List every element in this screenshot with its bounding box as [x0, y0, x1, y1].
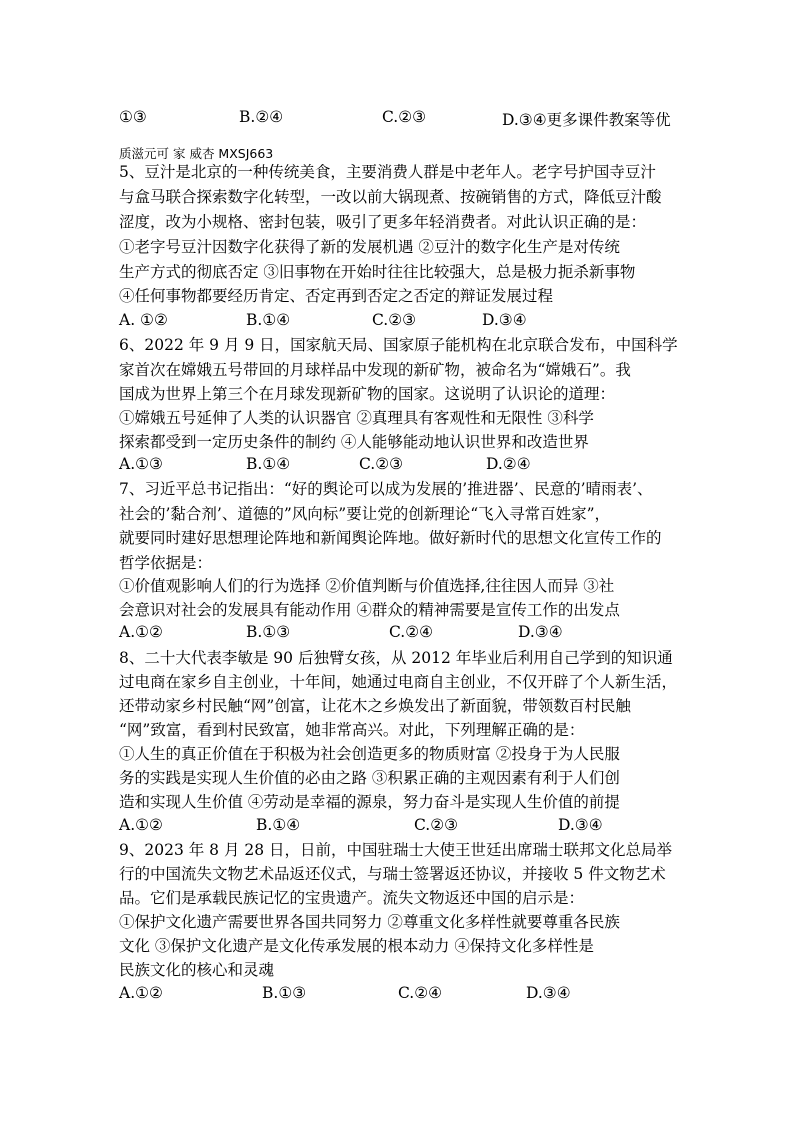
- question-line: 会意识对社会的发展具有能动作用 ④群众的精神需要是宣传工作的出发点: [119, 601, 620, 619]
- question-line: 探索都受到一定历史条件的制约 ④人能够能动地认识世界和改造世界: [119, 433, 589, 451]
- option-a: A.①②: [119, 984, 163, 1002]
- question-line: 与盒马联合探索数字化转型，一改以前大锅现煮、按碗销售的方式，降低豆汁酸: [119, 188, 662, 206]
- option-d: D.③④: [482, 311, 527, 329]
- question-line: 就要同时建好思想理论阵地和新闻舆论阵地。做好新时代的思想文化宣传工作的: [119, 529, 662, 547]
- question-line: “网”致富，看到村民致富，她非常高兴。对此，下列理解正确的是：: [119, 721, 585, 739]
- option-c: C.②③: [359, 455, 404, 473]
- option-d: D.③④: [558, 816, 603, 834]
- question-line: 7、习近平总书记指出：“好的舆论可以成为发展的’推进器’、民意的’晴雨表’、: [119, 480, 653, 498]
- question-line: 品。它们是承载民族记忆的宝贵遗产。流失文物返还中国的启示是：: [119, 889, 585, 907]
- option-d: D.②④: [486, 455, 531, 473]
- question-line: 8、二十大代表李敏是 90 后独臂女孩，从 2012 年毕业后利用自己学到的知识通: [119, 649, 673, 667]
- option-d-label: D.③④: [502, 111, 547, 129]
- question-line: 务的实践是实现人生价值的必由之路 ③积累正确的主观因素有利于人们创: [119, 769, 620, 787]
- option-c: C.②④: [389, 623, 434, 641]
- question-line: ①嫦娥五号延伸了人类的认识器官 ②真理具有客观性和无限性 ③科学: [119, 409, 594, 427]
- option-d: [502, 108, 671, 130]
- question-line: 生产方式的彻底否定 ③旧事物在开始时往往比较强大，总是极力扼杀新事物: [119, 263, 636, 281]
- options-row-previous: [119, 108, 679, 128]
- watermark-line: 质滋元可 家 威杏 MXSJ663: [119, 146, 274, 161]
- option-c: C.②③: [372, 311, 417, 329]
- options-row: [119, 623, 679, 643]
- options-row: [119, 816, 679, 836]
- question-line: 行的中国流失文物艺术品返还仪式，与瑞士签署返还协议，并接收 5 件文物艺术: [119, 865, 666, 883]
- question-line: 哲学依据是：: [119, 554, 213, 572]
- question-line: ①保护文化遗产需要世界各国共同努力 ②尊重文化多样性就要尊重各民族: [119, 913, 620, 931]
- question-line: 民族文化的核心和灵魂: [119, 961, 275, 979]
- question-line: ①价值观影响人们的行为选择 ②价值判断与价值选择,往往因人而异 ③社: [119, 577, 615, 595]
- question-line: 6、2022 年 9 月 9 日，国家航天局、国家原子能机构在北京联合发布，中国科学: [119, 336, 678, 354]
- question-line: 9、2023 年 8 月 28 日，日前，中国驻瑞士大使王世廷出席瑞士联邦文化总局举: [119, 841, 673, 859]
- option-a: A. ①②: [119, 311, 168, 329]
- option-d: D.③④: [518, 623, 563, 641]
- option-b: B.②④: [239, 108, 284, 126]
- question-line: ①老字号豆汁因数字化获得了新的发展机遇 ②豆汁的数字化生产是对传统: [119, 238, 620, 256]
- option-b: B.①③: [246, 623, 291, 641]
- question-line: 文化 ③保护文化遗产是文化传承发展的根本动力 ④保持文化多样性是: [119, 937, 594, 955]
- option-b: B.①④: [246, 455, 291, 473]
- option-a: ①③: [119, 108, 147, 126]
- option-c: C.②③: [414, 816, 459, 834]
- question-line: 5、豆汁是北京的一种传统美食，主要消费人群是中老年人。老字号护国寺豆汁: [119, 163, 656, 181]
- question-line: 国成为世界上第三个在月球发现新矿物的国家。这说明了认识论的道理：: [119, 385, 616, 403]
- option-d: D.③④: [526, 984, 571, 1002]
- question-line: 还带动家乡村民触“网”创富，让花木之乡焕发出了新面貌，带领数百村民触: [119, 697, 631, 715]
- question-line: 涩度，改为小规格、密封包装，吸引了更多年轻消费者。对此认识正确的是：: [119, 213, 647, 231]
- option-b: B.①③: [262, 984, 307, 1002]
- option-c: C.②③: [382, 108, 427, 126]
- option-a: A.①②: [119, 623, 163, 641]
- ad-text: 更多课件教案等优: [546, 111, 671, 129]
- question-line: 造和实现人生价值 ④劳动是幸福的源泉，努力奋斗是实现人生价值的前提: [119, 793, 620, 811]
- option-a: A.①③: [119, 455, 163, 473]
- options-row: [119, 984, 679, 1004]
- question-line: 社会的’黏合剂’、道德的”风向标”要让党的创新理论“飞入寻常百姓家”，: [119, 505, 611, 523]
- option-b: B.①④: [246, 311, 291, 329]
- options-row: [119, 311, 679, 331]
- question-line: ①人生的真正价值在于积极为社会创造更多的物质财富 ②投身于为人民服: [119, 745, 620, 763]
- option-c: C.②④: [398, 984, 443, 1002]
- options-row: [119, 455, 679, 475]
- option-a: A.①②: [119, 816, 163, 834]
- question-line: ④任何事物都要经历肯定、否定再到否定之否定的辩证发展过程: [119, 287, 554, 305]
- option-b: B.①④: [256, 816, 301, 834]
- question-line: 家首次在嫦娥五号带回的月球样品中发现的新矿物，被命名为“嫦娥石”。我: [119, 361, 631, 379]
- question-line: 过电商在家乡自主创业，十年间，她通过电商自主创业，不仅开辟了个人新生活，: [119, 673, 678, 691]
